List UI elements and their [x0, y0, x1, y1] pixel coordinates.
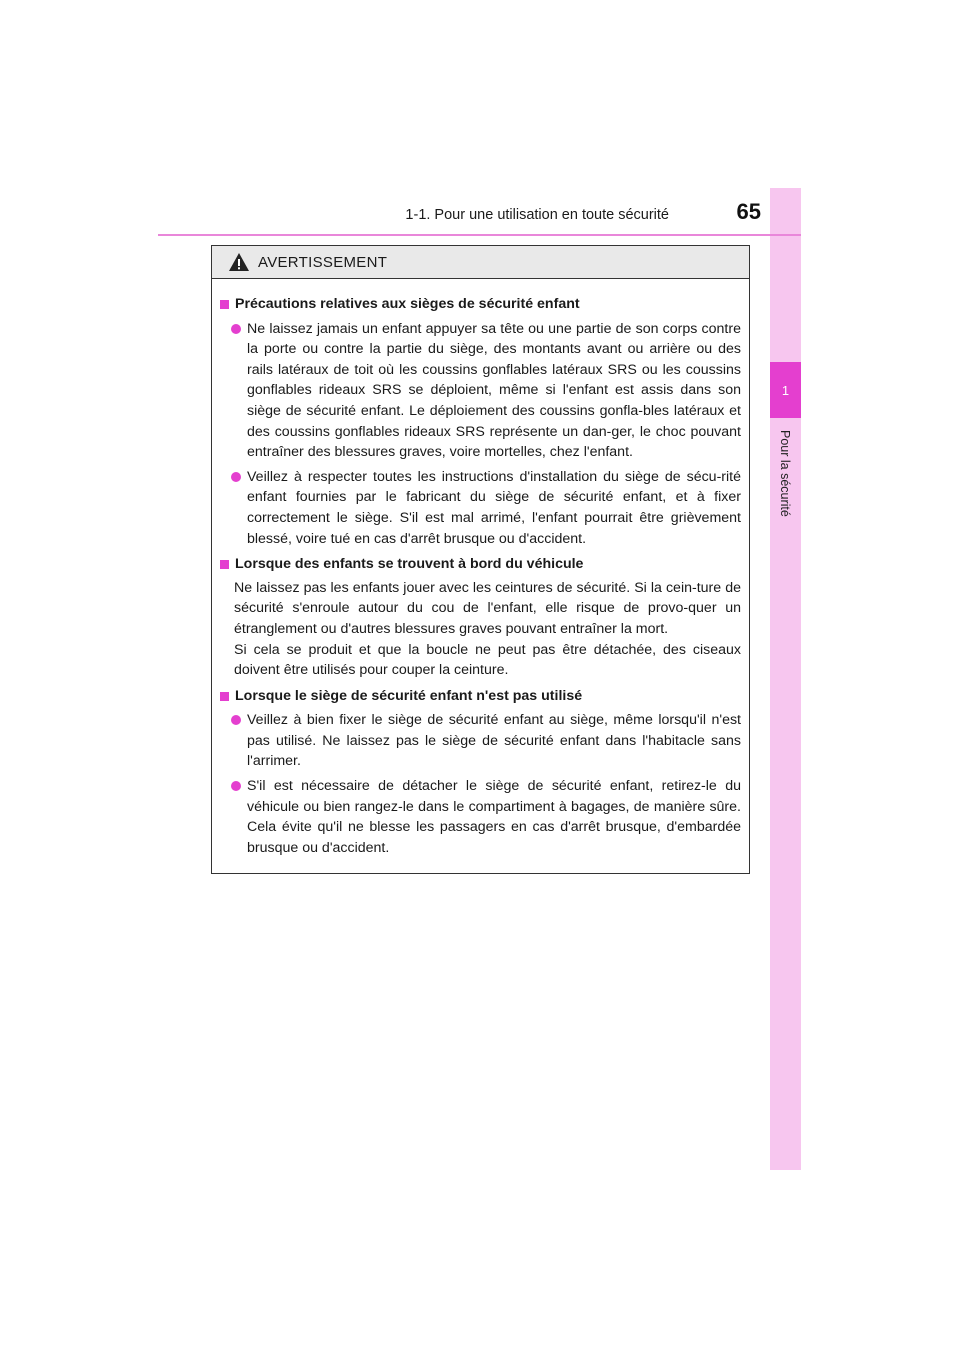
warning-triangle-icon: [228, 252, 250, 272]
round-bullet-icon: [231, 781, 241, 791]
section-heading-text: Lorsque le siège de sécurité enfant n'est pas utilisé: [235, 687, 583, 704]
list-item: [218, 467, 741, 549]
round-bullet-icon: [231, 715, 241, 725]
square-bullet-icon: [220, 692, 229, 701]
list-item-text: Ne laissez jamais un enfant appuyer sa tête ou une partie de son corps contre la porte ou contre la partie du siège, des montants avant ou arrière ou des rails latéraux de toit où les coussins gonflables latéraux SRS ou les coussins gonflables rideaux SRS se déploient, même si l'enfant est assis dans son siège de sécurité enfant. Le déploiement des coussins gonfla-bles latéraux et des coussins gonflables rideaux SRS représente un dan-ger, le choc pouvant entraîner des blessures graves, voire mortelles, chez l'enfant.: [247, 320, 741, 461]
list-item: [218, 710, 741, 772]
section-heading-text: Précautions relatives aux sièges de sécurité enfant: [235, 296, 580, 312]
square-bullet-icon: [220, 300, 229, 309]
chapter-side-tab: [770, 188, 801, 1170]
chapter-number-tab: [770, 362, 801, 418]
section-heading: [218, 554, 741, 575]
list-item-text: Veillez à bien fixer le siège de sécurité enfant au siège, même lorsqu'il n'est pas utilisé. Ne laissez pas le siège de sécurité enfant dans l'habitacle sans l'arrimer.: [247, 712, 741, 770]
warning-body: [212, 279, 749, 858]
list-item-text: Veillez à respecter toutes les instructions d'installation du siège de sécu-rité enfant fournies par le fabricant du siège de sécurité enfant, et à fixer correctement le siège. S'il est mal arrimé, l'enfant pourrait être grièvement blessé, voire tué en cas d'arrêt brusque ou d'accident.: [247, 468, 741, 547]
round-bullet-icon: [231, 472, 241, 482]
warning-box: [211, 245, 750, 874]
list-item-text: S'il est nécessaire de détacher le siège de sécurité enfant, retirez-le du véhicule ou bien rangez-le dans le compartiment à bagages, de manière sûre. Cela évite qu'il ne blesse les passagers en cas d'arrêt brusque, d'embardée brusque ou d'accident.: [247, 778, 741, 856]
list-item: [218, 319, 741, 463]
warning-title: AVERTISSEMENT: [258, 253, 388, 271]
paragraph: Si cela se produit et que la boucle ne peut pas être détachée, des ciseaux doivent être utilisés pour couper la ceinture.: [234, 641, 741, 679]
section-title: 1-1. Pour une utilisation en toute sécurité: [405, 207, 669, 223]
paragraph: Ne laissez pas les enfants jouer avec les ceintures de sécurité. Si la cein-ture de sécurité s'enroule autour du cou de l'enfant, elle risque de provo-quer un étranglement ou d'autres blessures graves pouvant entraîner la mort.: [234, 579, 741, 637]
list-item: [218, 776, 741, 858]
section-heading-text: Lorsque des enfants se trouvent à bord du véhicule: [235, 556, 584, 573]
round-bullet-icon: [231, 324, 241, 334]
page-number: 65: [736, 199, 761, 224]
section-heading: [218, 294, 741, 315]
chapter-number: 1: [781, 382, 790, 398]
warning-header: [212, 246, 749, 279]
page-header: [158, 196, 801, 236]
section-heading: [218, 686, 741, 707]
chapter-label: Pour la sécurité: [778, 430, 792, 517]
square-bullet-icon: [220, 560, 229, 569]
section-paragraphs: [218, 578, 741, 681]
